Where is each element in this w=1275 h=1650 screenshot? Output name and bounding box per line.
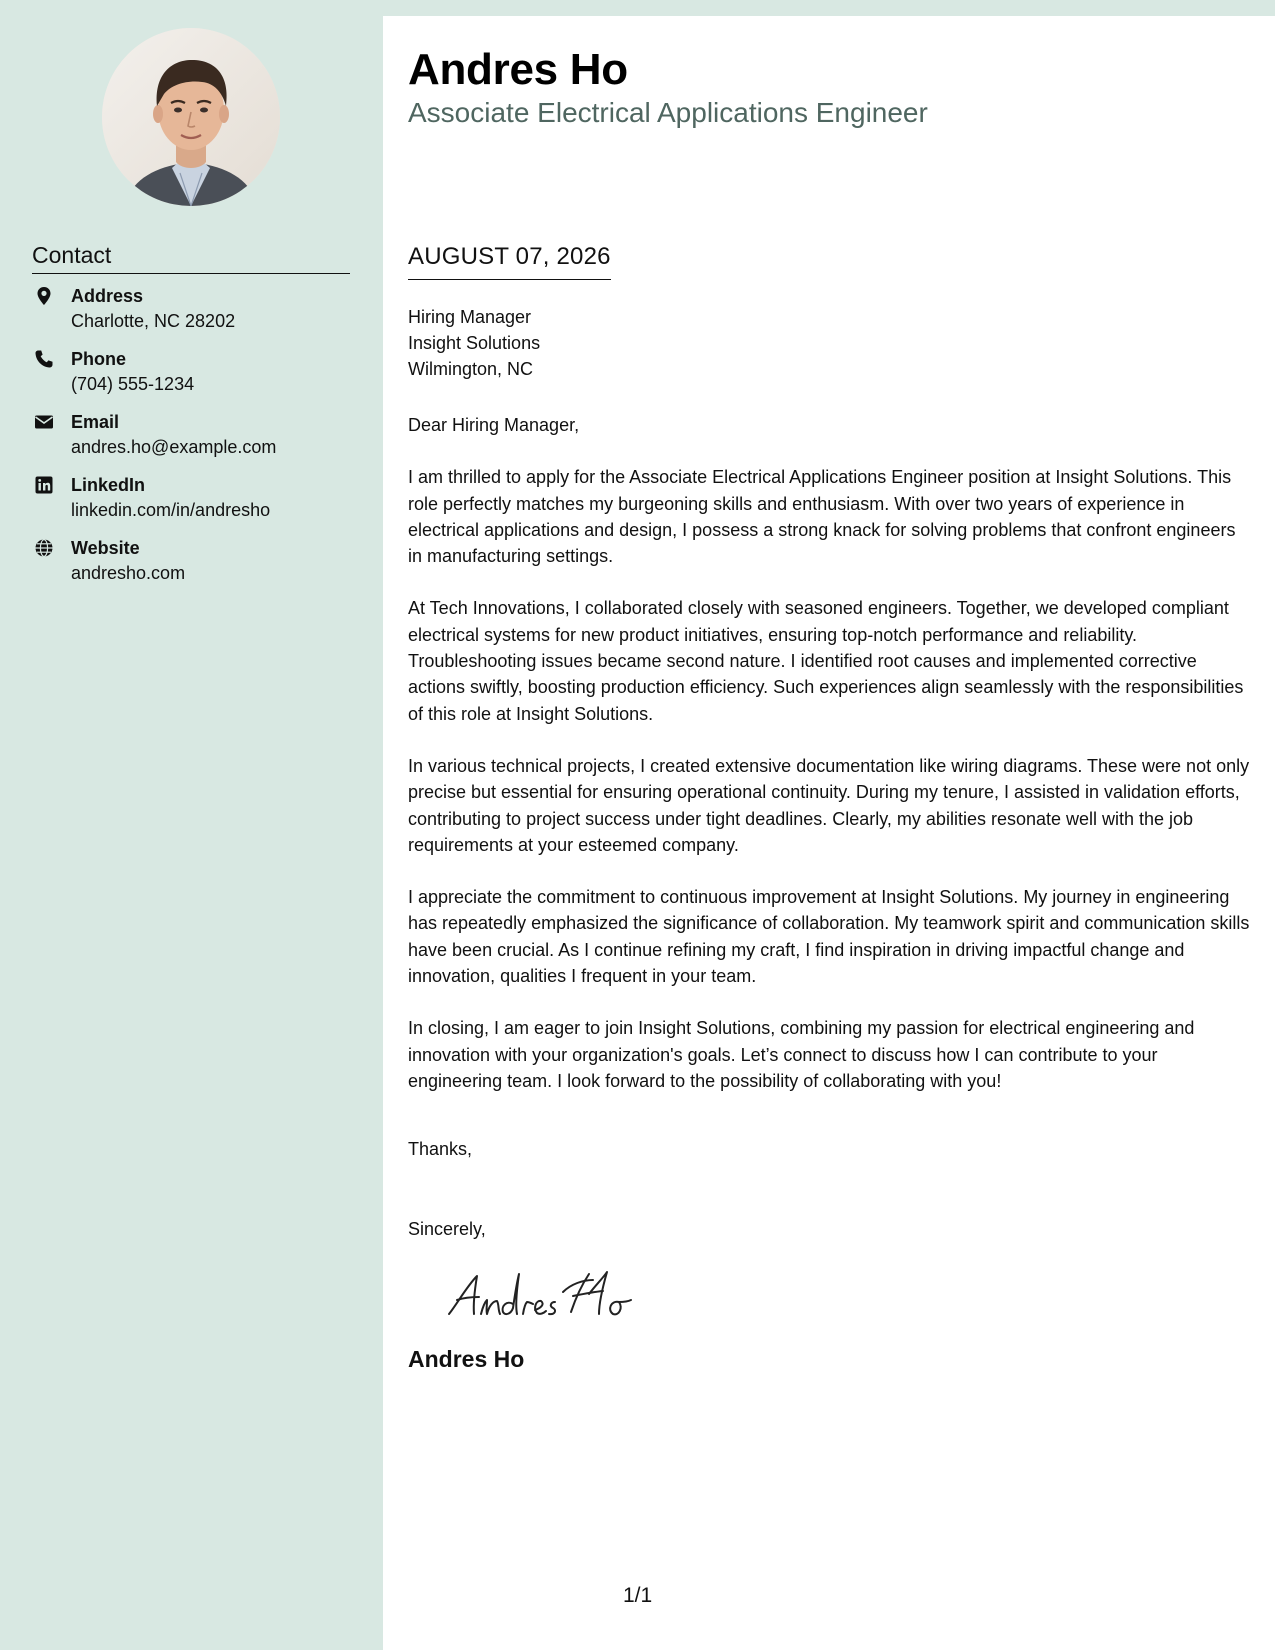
contact-item-linkedin (32, 473, 362, 536)
letter-paragraph: In various technical projects, I created extensive documentation like wiring diagrams. These were not only precise but essential for ensuring operational continuity. During my tenure, I assisted in validation efforts, contributing to project success under tight deadlines. Clearly, my abilities resonate well with the job requirements at your esteemed company. (408, 755, 1250, 855)
letter-paragraph: I am thrilled to apply for the Associate Electrical Applications Engineer position at Insight Solutions. This role perfectly matches my burgeoning skills and enthusiasm. With over two years of experience in electrical applications and design, I possess a strong knack for solving problems that confront engineers in manufacturing settings. (408, 467, 1236, 567)
contact-label: Address (71, 286, 144, 306)
salutation: Dear Hiring Manager, (408, 415, 580, 435)
contact-value[interactable]: linkedin.com/in/andresho (71, 500, 271, 520)
recipient-block (408, 304, 540, 382)
letter-body (383, 16, 1275, 1650)
contact-value: (704) 555-1234 (71, 374, 195, 394)
job-title: Associate Electrical Applications Engineer (408, 97, 928, 128)
page-number: 1/1 (623, 1584, 653, 1607)
contact-list (32, 284, 362, 599)
phone-icon (34, 349, 54, 369)
letter-date: AUGUST 07, 2026 (408, 242, 611, 280)
profile-photo (102, 28, 280, 206)
envelope-icon (34, 412, 54, 432)
recipient-line: Hiring Manager (408, 307, 532, 327)
closing-line: Sincerely, (408, 1219, 486, 1239)
letter-paragraph: In closing, I am eager to join Insight Solutions, combining my passion for electrical engineering and innovation with your organization's goals. Let’s connect to discuss how I can contribute to your engineering team. I look forward to the possibility of collaborating with you! (408, 1018, 1195, 1091)
linkedin-icon (34, 475, 54, 495)
applicant-name: Andres Ho (408, 45, 628, 94)
sidebar (0, 0, 383, 1650)
letter-paragraph: At Tech Innovations, I collaborated closely with seasoned engineers. Together, we developed compliant electrical systems for new product initiatives, ensuring top-notch performance and reliability. Troubleshooting issues became second nature. I identified root causes and implemented corrective actions swiftly, boosting production efficiency. Such experiences align seamlessly with the responsibilities of this role at Insight Solutions. (408, 598, 1244, 724)
contact-item-email (32, 410, 362, 473)
contact-item-phone (32, 347, 362, 410)
contact-label: LinkedIn (71, 475, 146, 495)
location-pin-icon (34, 286, 54, 306)
contact-value[interactable]: andres.ho@example.com (71, 437, 277, 457)
contact-heading: Contact (32, 240, 350, 274)
signature (443, 1264, 643, 1328)
contact-label: Email (71, 412, 120, 432)
top-band (383, 0, 1275, 16)
contact-item-address (32, 284, 362, 347)
recipient-line: Wilmington, NC (408, 359, 534, 379)
contact-label: Website (71, 538, 140, 558)
contact-value: Charlotte, NC 28202 (71, 311, 236, 331)
contact-item-website (32, 536, 362, 599)
letter-content (408, 412, 1250, 1120)
letter-paragraph: I appreciate the commitment to continuous improvement at Insight Solutions. My journey in engineering has repeatedly emphasized the significance of collaboration. My teamwork spirit and communication skills have been crucial. As I continue refining my craft, I find inspiration in driving impactful change and innovation, qualities I frequent in your team. (408, 887, 1250, 987)
thanks-line: Thanks, (408, 1139, 473, 1159)
recipient-line: Insight Solutions (408, 333, 541, 353)
globe-icon (34, 538, 54, 558)
contact-label: Phone (71, 349, 127, 369)
signer-name: Andres Ho (408, 1346, 525, 1372)
contact-value[interactable]: andresho.com (71, 563, 186, 583)
